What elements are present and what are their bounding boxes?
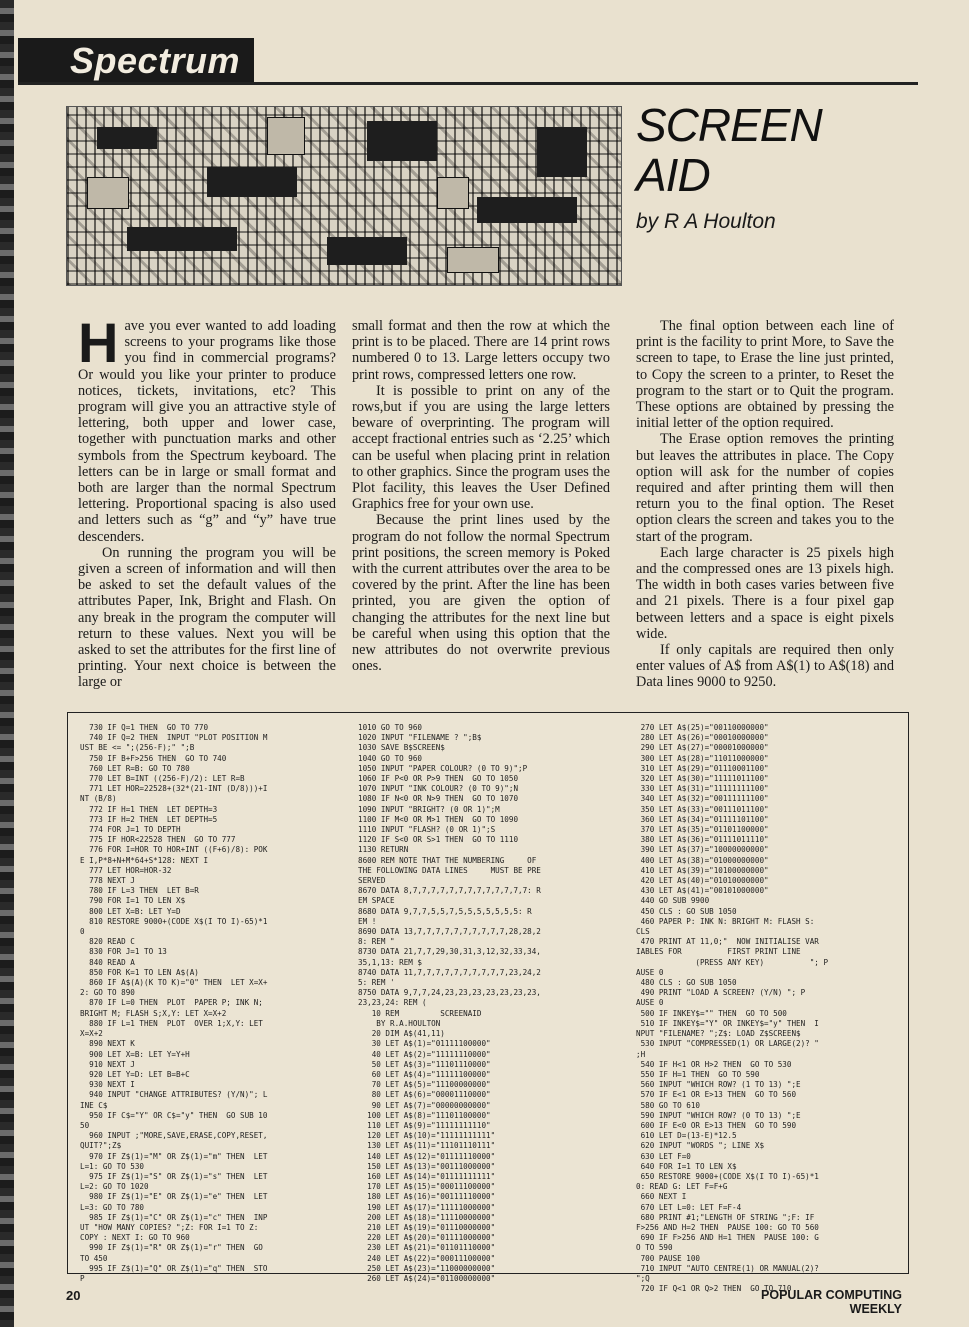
section-header — [18, 38, 918, 85]
paragraph: On running the program you will be given a screen of information and will then be asked to set the default values of the attributes Paper, Ink, Bright and Flash. On any break in the program the computer will return to these values. Next you will be asked to set the attributes for the first line of printing. Your next choice is between the large or — [78, 544, 336, 691]
paragraph: It is possible to print on any of the rows,but if you are using the large letters beware of overprinting. The program will accept fractional entries such as ‘2.25’ which can be useful when placing print in relation to other graphics. Since the program uses the Plot facility, this leaves the User Defined Graphics free for your own use. — [352, 382, 610, 513]
paragraph — [78, 311, 336, 545]
paragraph: The Erase option removes the printing but leaves the attributes in place. The Copy option will ask for the number of copies required and after printing them will then return you to the final option. The Reset option clears the screen and takes you to the start of the program. — [636, 431, 894, 545]
paragraph: Because the print lines used by the program do not follow the normal Spectrum print positions, the screen memory is Poked with the current attributes over the area to be covered by the print. After the line has been printed, you are given the option of changing the attributes for the next line but be careful when using this option that the new attributes do not overwrite previous ones. — [352, 512, 610, 675]
article-title-line1: SCREEN — [636, 99, 822, 151]
binding-edge — [0, 0, 14, 1327]
circuit-board-illustration — [66, 106, 622, 286]
article-column-1 — [78, 311, 336, 691]
program-listing — [67, 712, 909, 1294]
section-label: Spectrum — [70, 40, 241, 81]
article-byline: by R A Houlton — [636, 210, 776, 233]
article-title-block — [636, 100, 936, 234]
paragraph-text: ave you ever wanted to add loading screens to your programs like those you find in commercial programs? Or would you like your printer to produce notices, tickets, invitations, etc? This program will give you an attractive style of lettering, both upper and lower case, together with punctuation marks and other symbols from the Spectrum keyboard. The letters can be in large or small format and both are larger than the normal Spectrum lettering. Proportional spacing is also used and letters such as “g” and “y” have true descenders. — [78, 318, 336, 545]
publication-name: POPULAR COMPUTING WEEKLY — [761, 1288, 902, 1316]
article-column-2 — [352, 318, 610, 674]
paragraph: The final option between each line of print is the facility to print More, to Save the screen to tape, to Erase the line just printed, to Copy the screen to a printer, to Reset the program to the start or to Quit the program. These options are obtained by pressing the initial letter of the option required. — [636, 318, 894, 432]
listing-column-1: 730 IF Q=1 THEN GO TO 770 740 IF Q=2 THEN INPUT "PLOT POSITION M UST BE <= ";(256-F);" ";B 750 IF B+F>256 THEN GO TO 740 760 LET R=B: GO TO 780 770 LET B=INT ((256-F)/2): LET R=B 771 LET HOR=22528+(32*(21-INT (D/8)))+I NT (B/8) 772 IF H=1 THEN LET DEPTH=3 773 IF H=2 THEN LET DEPTH=5 774 FOR J=1 TO DEPTH 775 IF HOR<22528 THEN GO TO 777 776 FOR I=HOR TO HOR+INT ((F+6)/8): POK E I,P*8+N+M*64+S*128: NEXT I 777 LET HOR=HOR-32 778 NEXT J 780 IF L=3 THEN LET B=R 790 FOR I=1 TO LEN X$ 800 LET X=B: LET Y=D 810 RESTORE 9000+(CODE X$(I TO I)-65)*1 0 820 READ C 830 FOR J=1 TO 13 840 READ A 850 FOR K=1 TO LEN A$(A) 860 IF A$(A)(K TO K)="0" THEN LET X=X+ 2: GO TO 890 870 IF L=0 THEN PLOT PAPER P; INK N; BRIGHT M; FLASH S;X,Y: LET X=X+2 880 IF L=1 THEN PLOT OVER 1;X,Y: LET X=X+2 890 NEXT K 900 LET X=B: LET Y=Y+H 910 NEXT J 920 LET Y=D: LET B=B+C 930 NEXT I 940 INPUT "CHANGE ATTRIBUTES? (Y/N)"; L INE C$ 950 IF C$="Y" OR C$="y" THEN GO SUB 10 50 960 INPUT ;"MORE,SAVE,ERASE,COPY,RESET, QUIT?";Z$ 970 IF Z$(1)="M" OR Z$(1)="m" THEN LET L=1: GO TO 530 975 IF Z$(1)="S" OR Z$(1)="s" THEN LET L=2: GO TO 1020 980 IF Z$(1)="E" OR Z$(1)="e" THEN LET L=3: GO TO 780 985 IF Z$(1)="C" OR Z$(1)="c" THEN INP UT "HOW MANY COPIES? ";Z: FOR I=1 TO Z: COPY : NEXT I: GO TO 960 990 IF Z$(1)="R" OR Z$(1)="r" THEN GO TO 450 995 IF Z$(1)="Q" OR Z$(1)="q" THEN STO P — [80, 723, 268, 1283]
drop-cap: H — [78, 311, 119, 374]
article-title-line2: AID — [636, 149, 710, 201]
paragraph: small format and then the row at which the print is to be placed. There are 14 print rows numbered 0 to 13. Large letters occupy two print rows, compressed letters one row. — [352, 318, 610, 383]
listing-column-2: 1010 GO TO 960 1020 INPUT "FILENAME ? ";B$ 1030 SAVE B$SCREEN$ 1040 GO TO 960 1050 INPUT "PAPER COLOUR? (0 TO 9)";P 1060 IF P<0 OR P>9 THEN GO TO 1050 1070 INPUT "INK COLOUR? (0 TO 9)";N 1080 IF N<0 OR N>9 THEN GO TO 1070 1090 INPUT "BRIGHT? (0 OR 1)";M 1100 IF M<0 OR M>1 THEN GO TO 1090 1110 INPUT "FLASH? (0 OR 1)";S 1120 IF S<0 OR S>1 THEN GO TO 1110 1130 RETURN 8600 REM NOTE THAT THE NUMBERING OF THE FOLLOWING DATA LINES MUST BE PRE SERVED 8670 DATA 8,7,7,7,7,7,7,7,7,7,7,7,7,7: R EM SPACE 8680 DATA 9,7,7,5,5,7,5,5,5,5,5,5,5: R EM ! 8690 DATA 13,7,7,7,7,7,7,7,7,7,7,28,28,2 8: REM " 8730 DATA 21,7,7,29,30,31,3,12,32,33,34, 35,1,13: REM $ 8740 DATA 11,7,7,7,7,7,7,7,7,7,7,23,24,2 5: REM ' 8750 DATA 9,7,7,24,23,23,23,23,23,23,23, 23,23,24: REM ( 10 REM SCREENAID BY R.A.HOULTON 20 DIM A$(41,11) 30 LET A$(1)="01111100000" 40 LET A$(2)="11111110000" 50 LET A$(3)="11101110000" 60 LET A$(4)="11111100000" 70 LET A$(5)="11100000000" 80 LET A$(6)="00001110000" 90 LET A$(7)="00000000000" 100 LET A$(8)="11101100000" 110 LET A$(9)="11111111110" 120 LET A$(10)="11111111111" 130 LET A$(11)="11101110111" 140 LET A$(12)="01111110000" 150 LET A$(13)="00111000000" 160 LET A$(14)="01111111111" 170 LET A$(15)="00011100000" 180 LET A$(16)="00111110000" 190 LET A$(17)="11111000000" 200 LET A$(18)="11110000000" 210 LET A$(19)="01110000000" 220 LET A$(20)="01111000000" 230 LET A$(21)="01101110000" 240 LET A$(22)="00011100000" 250 LET A$(23)="11000000000" 260 LET A$(24)="01100000000" — [358, 723, 541, 1283]
article-column-3 — [636, 318, 894, 691]
paragraph: Each large character is 25 pixels high and the compressed ones are 13 pixels high. The width in both cases varies between five and 21 pixels. There is a four pixel gap between letters and a space is eight pixels wide. — [636, 544, 894, 642]
page-number: 20 — [66, 1288, 81, 1303]
paragraph: If only capitals are required then only enter values of A$ from A$(1) to A$(18) and Data lines 9000 to 9250. — [636, 642, 894, 691]
listing-column-3: 270 LET A$(25)="00110000000" 280 LET A$(26)="00010000000" 290 LET A$(27)="00001000000" 300 LET A$(28)="11011000000" 310 LET A$(29)="01110001100" 320 LET A$(30)="11111011100" 330 LET A$(31)="11111111100" 340 LET A$(32)="00111111100" 350 LET A$(33)="00111011100" 360 LET A$(34)="01111101100" 370 LET A$(35)="01101100000" 380 LET A$(36)="01111011110" 390 LET A$(37)="10000000000" 400 LET A$(38)="01000000000" 410 LET A$(39)="10100000000" 420 LET A$(40)="01010000000" 430 LET A$(41)="00101000000" 440 GO SUB 9900 450 CLS : GO SUB 1050 460 PAPER P: INK N: BRIGHT M: FLASH S: CLS 470 PRINT AT 11,0;" NOW INITIALISE VAR IABLES FOR FIRST PRINT LINE (PRESS ANY KEY) "; P AUSE 0 480 CLS : GO SUB 1050 490 PRINT "LOAD A SCREEN? (Y/N) "; P AUSE 0 500 IF INKEY$="" THEN GO TO 500 510 IF INKEY$="Y" OR INKEY$="y" THEN I NPUT "FILENAME? ";Z$: LOAD Z$SCREEN$ 530 INPUT "COMPRESSED(1) OR LARGE(2)? " ;H 540 IF H<1 OR H>2 THEN GO TO 530 550 IF H=1 THEN GO TO 590 560 INPUT "WHICH ROW? (1 TO 13) ";E 570 IF E<1 OR E>13 THEN GO TO 560 580 GO TO 610 590 INPUT "WHICH ROW? (0 TO 13) ";E 600 IF E<0 OR E>13 THEN GO TO 590 610 LET D=(13-E)*12.5 620 INPUT "WORDS "; LINE X$ 630 LET F=0 640 FOR I=1 TO LEN X$ 650 RESTORE 9000+(CODE X$(I TO I)-65)*1 0: READ G: LET F=F+G 660 NEXT I 670 LET L=0: LET F=F-4 680 PRINT #1;"LENGTH OF STRING ";F: IF F>256 AND H=2 THEN PAUSE 100: GO TO 560 690 IF F>256 AND H=1 THEN PAUSE 100: G O TO 590 700 PAUSE 100 710 INPUT "AUTO CENTRE(1) OR MANUAL(2)? ";Q 720 IF Q<1 OR Q>2 THEN GO TO 710 — [636, 723, 829, 1294]
